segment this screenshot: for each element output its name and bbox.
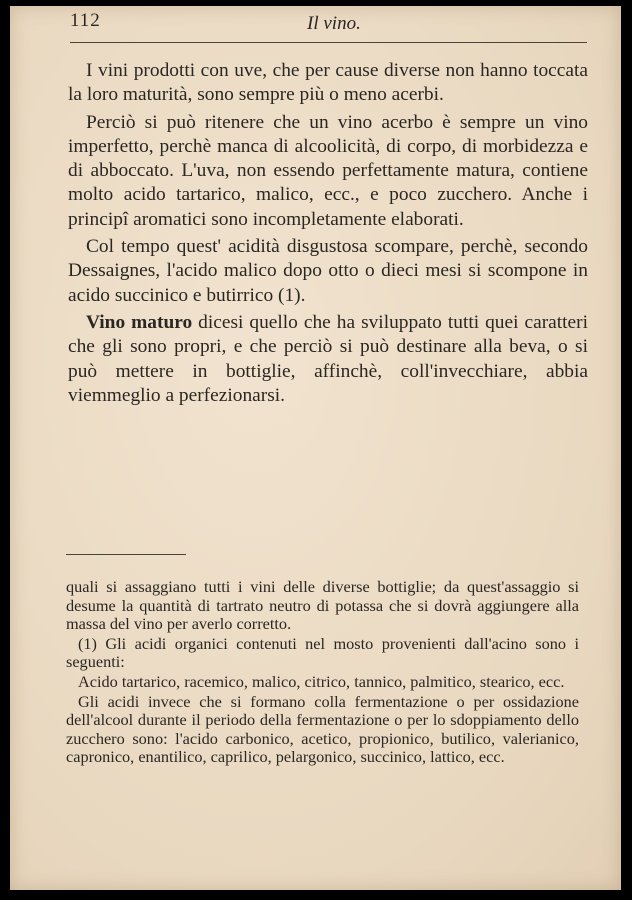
footnotes [66,578,579,768]
footnote-1-intro: (1) Gli acidi organici contenuti nel mosto provenienti dall'acino sono i seguenti: [66,633,579,672]
page-header [70,10,587,38]
footnote-rule [66,554,186,555]
footnote-1-list: Acido tartarico, racemico, malico, citrico, tannico, palmitico, stearico, ecc. [78,671,565,691]
footnote-continuation: quali si assaggiano tutti i vini delle diverse bottiglie; da quest'assaggio si desume la quantità di tartrato neutro di potassa che si dovrà aggiungere alla massa del vino per averlo corretto. [66,577,579,634]
page-number: 112 [70,10,101,31]
header-rule [70,42,587,43]
paragraph: Col tempo quest' acidità disgustosa scompare, perchè, secondo Dessaignes, l'acido malico dopo otto o dieci mesi si scompone in acido succinico e butirrico (1). [68,236,588,306]
paragraph [68,311,588,408]
footnote-1-more: Gli acidi invece che si formano colla fermentazione o per ossidazione dell'alcool durante il periodo della fermentazione o per lo sdoppiamento dello zucchero sono: l'acido carbonico, acetico, propionico, butilico, valerianico, capronico, enantilico, caprilico, pelargonico, succinico, lattico, ecc. [66,691,579,767]
paragraph: I vini prodotti con uve, che per cause diverse non hanno toccata la loro maturità, sono sempre più o meno acerbi. [68,60,588,106]
bold-term: Vino maturo [86,311,193,333]
paragraph: Perciò si può ritenere che un vino acerbo è sempre un vino imperfetto, perchè manca di alcoolicità, di corpo, di morbidezza e di abboccato. L'uva, non essendo perfettamente matura, contiene molto acido tartarico, malico, ecc., e poco zucchero. Anche i principî aromatici sono incompletamente elaborati. [68,111,588,230]
paragraph-text: dicesi quello che ha sviluppato tutti quei caratteri che gli sono propri, e che perciò si può destinare alla beva, o si può mettere in bottiglie, affinchè, coll'invecchiare, abbia viemmeglio a perfezionarsi. [68,311,588,406]
main-text [68,59,588,411]
book-page [10,6,621,890]
running-title: Il vino. [307,13,361,34]
